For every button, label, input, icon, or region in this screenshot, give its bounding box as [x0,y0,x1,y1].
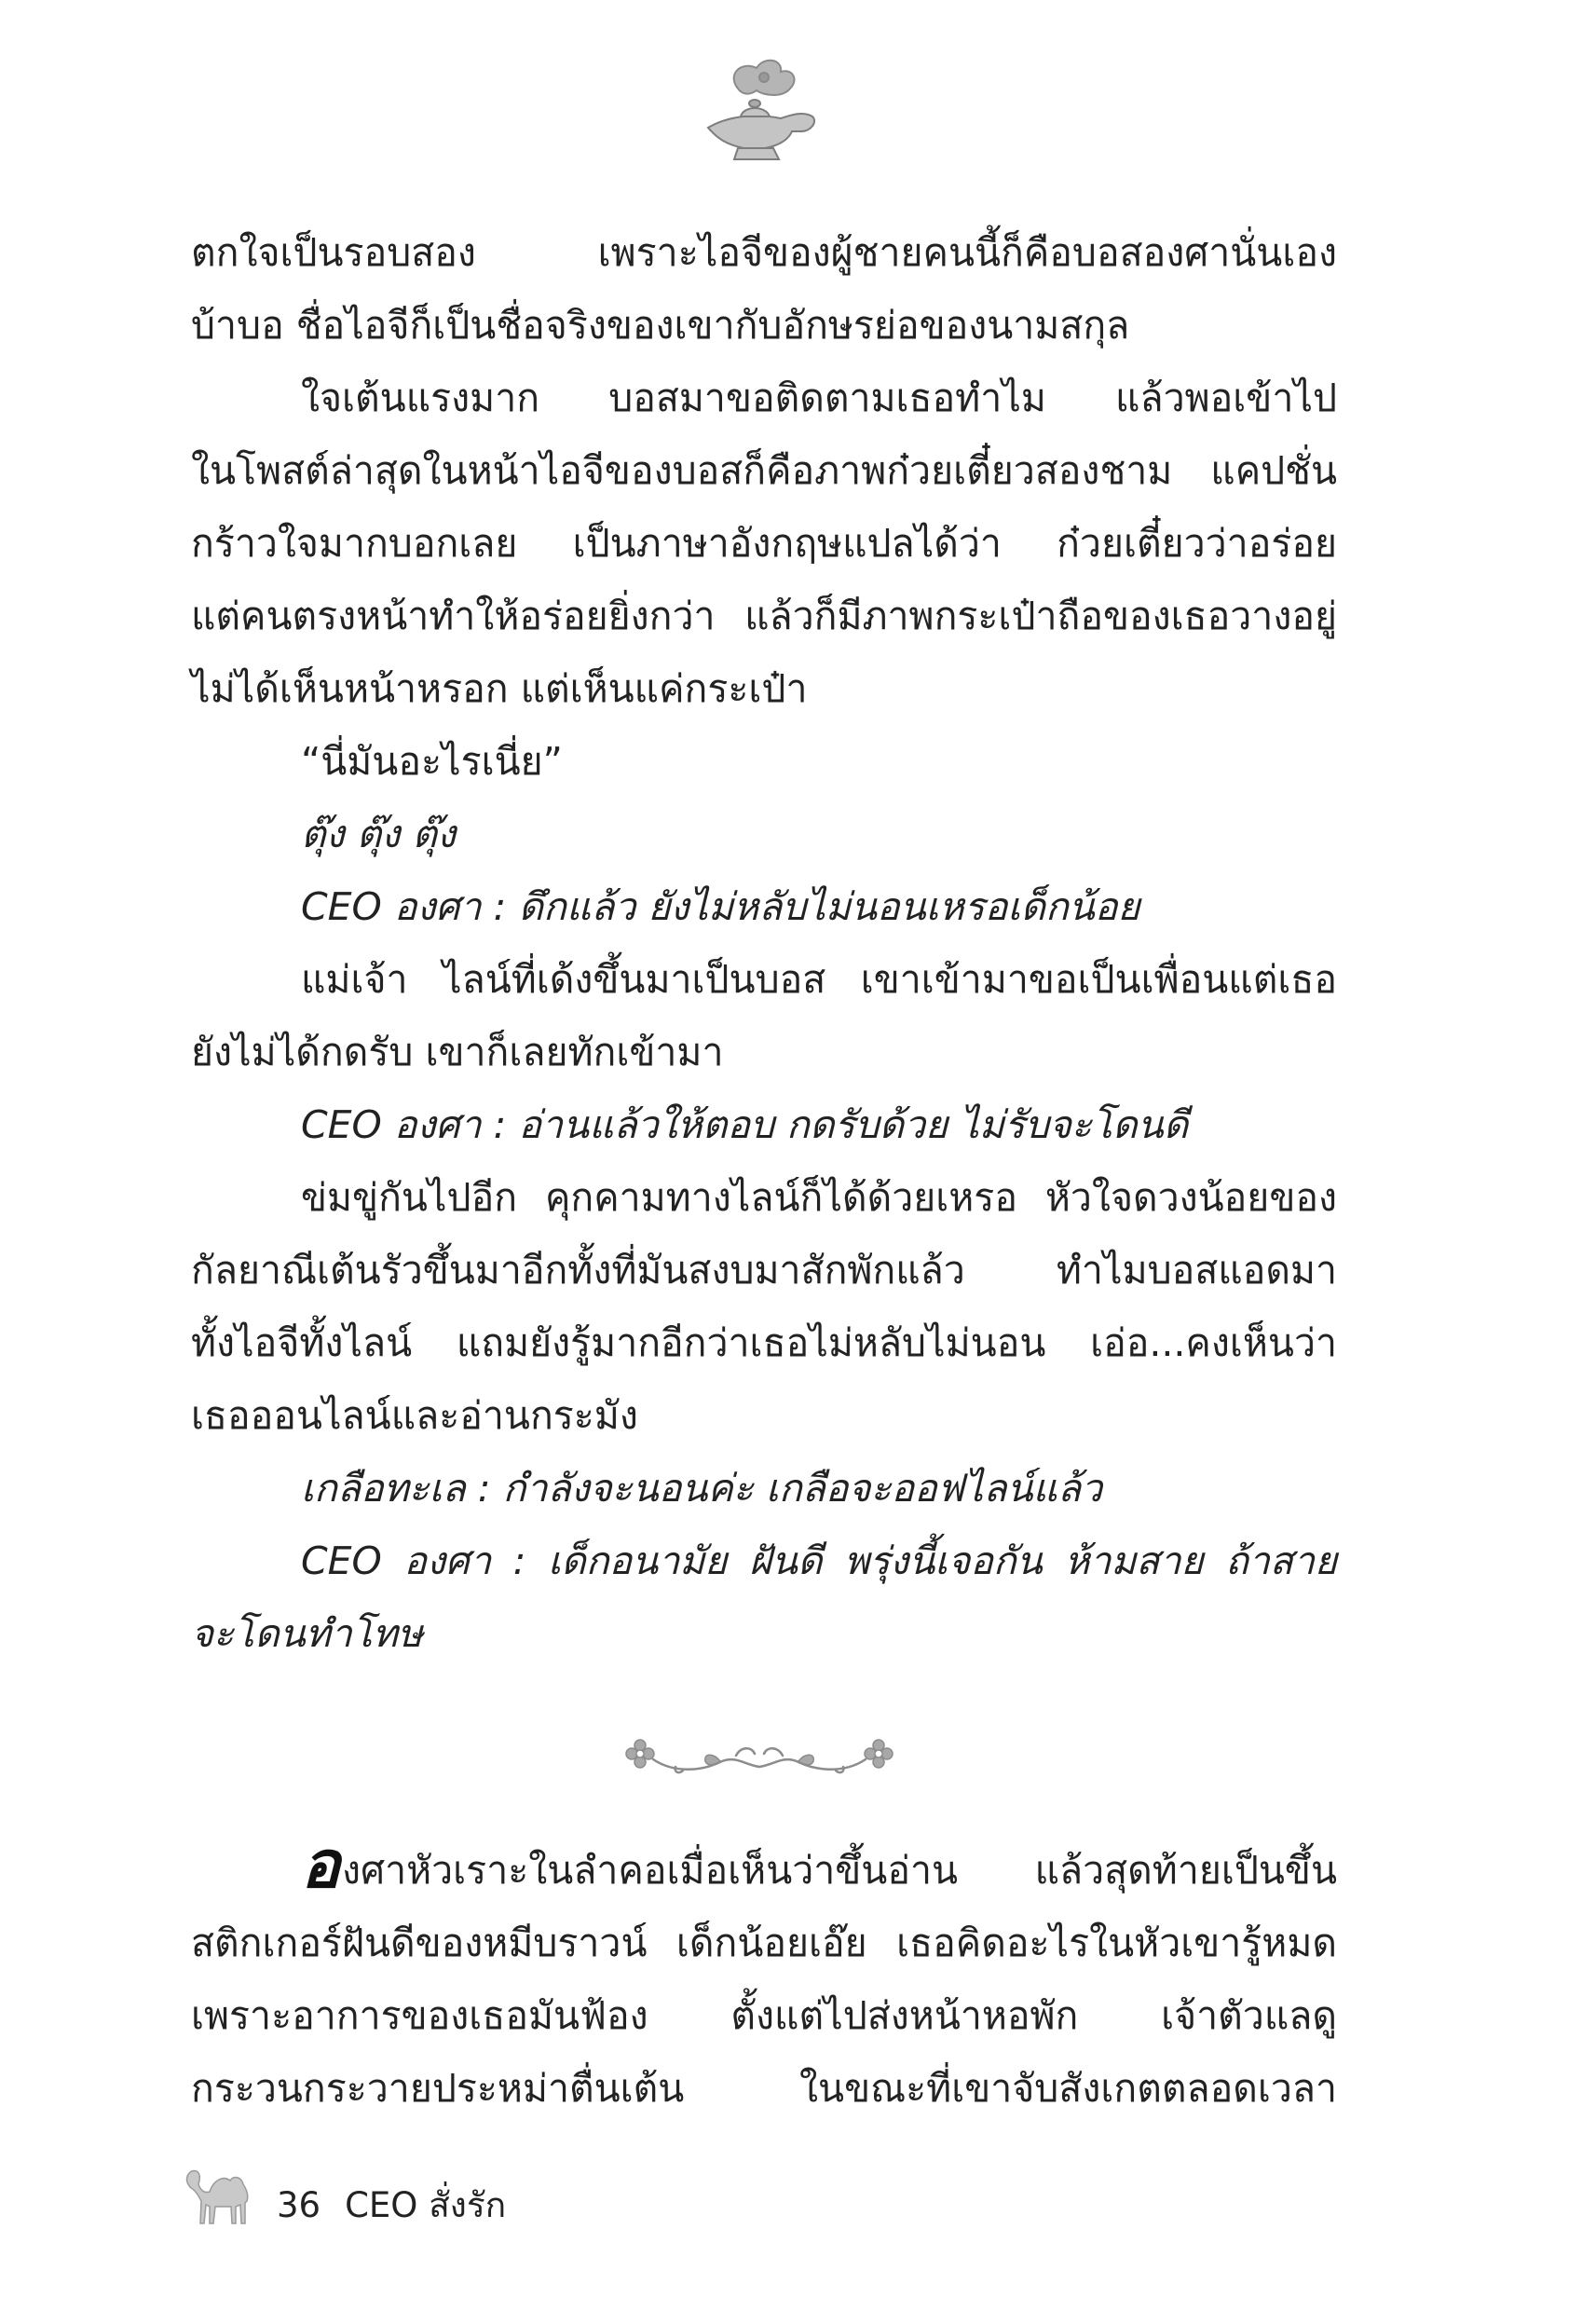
paragraph-line: ยังไม่ได้กดรับ เขาก็เลยทักเข้ามา [191,1030,724,1074]
drop-cap-line-text: งศาหัวเราะในลำคอเมื่อเห็นว่าขึ้นอ่าน แล้วสุดท้ายเป็นขึ้น [342,1848,1337,1893]
paragraph-line: บ้าบอ ชื่อไอจีก็เป็นชื่อจริงของเขากับอักษรย่อของนามสกุล [191,303,1130,348]
paragraph-line: เพราะอาการของเธอมันฟ้อง ตั้งแต่ไปส่งหน้าหอพัก เจ้าตัวแลดู [191,1993,1337,2038]
text-block-1 [191,216,1337,1670]
chat-message-line: CEO องศา : ดึกแล้ว ยังไม่หลับไม่นอนเหรอเด็กน้อย [301,884,1140,929]
paragraph-line: ข่มขู่กันไปอีก คุกคามทางไลน์ก็ได้ด้วยเหรอ หัวใจดวงน้อยของ [301,1175,1337,1220]
chat-message-line: เกลือทะเล : กำลังจะนอนค่ะ เกลือจะออฟไลน์แล้ว [301,1466,1103,1511]
paragraph-line: แม่เจ้า ไลน์ที่เด้งขึ้นมาเป็นบอส เขาเข้ามาขอเป็นเพื่อนแต่เธอ [301,957,1337,1002]
dialogue-line: “นี่มันอะไรเนี่ย” [301,739,563,784]
chat-message-line: จะโดนทำโทษ [191,1611,423,1656]
paragraph-line: กร้าวใจมากบอกเลย เป็นภาษาอังกฤษแปลได้ว่า ก๋วยเตี๋ยวว่าอร่อย [191,521,1337,566]
paragraph-line: ใจเต้นแรงมาก บอสมาขอติดตามเธอทำไม แล้วพอเข้าไป [301,376,1337,420]
floral-divider-icon [620,1733,899,1780]
book-title: CEO สั่งรัก [345,2185,507,2225]
magic-lamp-icon [689,51,829,172]
drop-cap: อ [301,1826,341,1903]
chat-message-line: CEO องศา : อ่านแล้วให้ตอบ กดรับด้วย ไม่รับจะโดนดี [301,1102,1189,1147]
page-number: 36 [277,2185,321,2225]
camel-icon [182,2162,256,2227]
paragraph-line: ตกใจเป็นรอบสอง เพราะไอจีของผู้ชายคนนี้ก็คือบอสองศานั่นเอง [191,230,1337,275]
paragraph-line: แต่คนตรงหน้าทำให้อร่อยยิ่งกว่า แล้วก็มีภาพกระเป๋าถือของเธอวางอยู่ [191,594,1337,638]
page-footer [182,2153,506,2227]
paragraph-line: กระวนกระวายประหม่าตื่นเต้น ในขณะที่เขาจับสังเกตตลอดเวลา [191,2066,1337,2111]
paragraph-line: กัลยาณีเต้นรัวขึ้นมาอีกทั้งที่มันสงบมาสักพักแล้ว ทำไมบอสแอดมา [191,1248,1337,1292]
paragraph-line: สติกเกอร์ฝันดีของหมีบราวน์ เด็กน้อยเอ๊ย เธอคิดอะไรในหัวเขารู้หมด [191,1921,1337,1965]
paragraph-line [191,1826,1337,1907]
paragraph-line: ในโพสต์ล่าสุดในหน้าไอจีของบอสก็คือภาพก๋วยเตี๋ยวสองชาม แคปชั่น [191,448,1337,493]
paragraph-line: เธอออนไลน์และอ่านกระมัง [191,1393,638,1438]
paragraph-line: ทั้งไอจีทั้งไลน์ แถมยังรู้มากอีกว่าเธอไม่หลับไม่นอน เอ่อ...คงเห็นว่า [191,1320,1337,1365]
paragraph-line: ไม่ได้เห็นหน้าหรอก แต่เห็นแค่กระเป๋า [191,666,808,711]
sound-effect-line: ตุ๊ง ตุ๊ง ตุ๊ง [301,812,457,856]
text-block-2 [191,1826,1337,2125]
chat-message-line: CEO องศา : เด็กอนามัย ฝันดี พรุ่งนี้เจอกัน ห้ามสาย ถ้าสาย [301,1538,1337,1583]
